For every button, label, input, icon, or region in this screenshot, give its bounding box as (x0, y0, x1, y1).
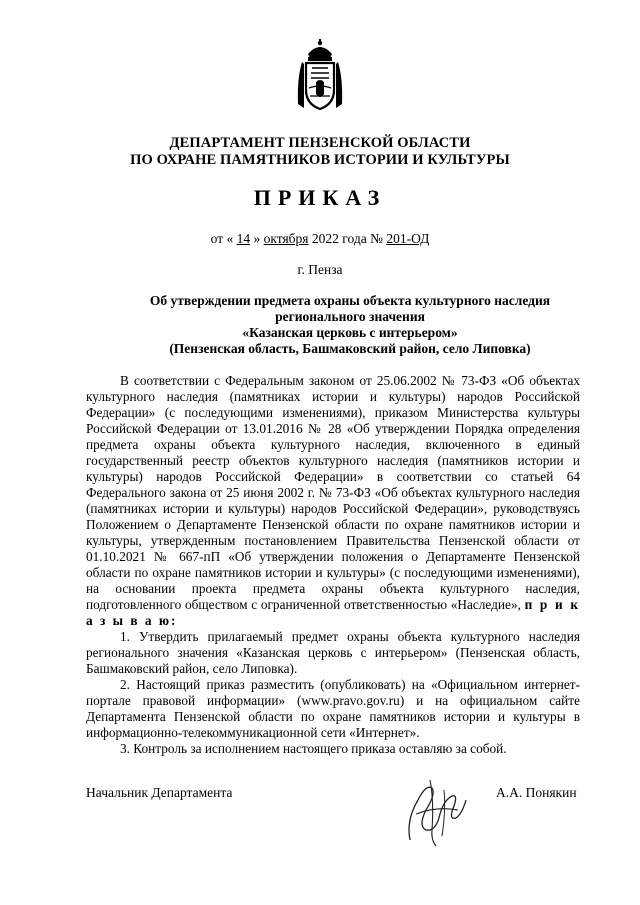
order-item-1: 1. Утвердить прилагаемый предмет охраны объекта культурного наследия регионального значения «Казанская церковь с интерьером» (Пензенская область, Башмаковский район, село Липовка). (86, 629, 580, 676)
order-subject (70, 293, 630, 357)
handwritten-signature (396, 770, 476, 850)
preamble-paragraph (86, 373, 580, 629)
order-number: 201-ОД (386, 231, 430, 246)
subject-line: «Казанская церковь с интерьером» (242, 325, 458, 340)
order-city: г. Пенза (297, 262, 343, 277)
signatory-position: Начальник Департамента (86, 785, 233, 800)
organization-name-line2: ПО ОХРАНЕ ПАМЯТНИКОВ ИСТОРИИ И КУЛЬТУРЫ (130, 152, 510, 168)
order-date-number (0, 231, 640, 247)
order-body (86, 373, 580, 757)
order-day: 14 (236, 231, 251, 246)
subject-line: (Пензенская область, Башмаковский район, село Липовка) (169, 341, 531, 356)
coat-of-arms-icon (294, 38, 346, 112)
document-title: ПРИКАЗ (253, 185, 387, 210)
order-month: октября (263, 231, 309, 246)
order-year: 2022 года № (311, 231, 383, 246)
order-word: п р и к а з ы в а ю: (86, 597, 580, 628)
organization-name-line1: ДЕПАРТАМЕНТ ПЕНЗЕНСКОЙ ОБЛАСТИ (169, 135, 471, 151)
preamble-text: В соответствии с Федеральным законом от 25.06.2002 № 73-ФЗ «Об объектах культурного наследия (памятниках истории и культуры) народов Российской Федерации» (с последующими изменениями), приказом Министерства культуры Российской Федерации от 13.01.2016 № 28 «Об утверждении Порядка определения предмета охраны объекта культурного наследия, включенного в единый государственный реестр объектов культурного наследия (памятников истории и культуры) народов Российской Федерации» в соответствии со статьей 64 Федерального закона от 25 июня 2002 г. № 73-ФЗ «Об объектах культурного наследия (памятниках истории и культуры) народов Российской Федерации», руководствуясь Положением о Департаменте Пензенской области по охране памятников истории и культуры, утвержденным постановлением Правительства Пензенской области от 01.10.2021 № 667-пП «Об утверждении положения о Департаменте Пензенской области по охране памятников истории и культуры» (с последующими изменениями), на основании проекта предмета охраны объекта культурного наследия, подготовленного обществом с ограниченной ответственностью «Наследие», (86, 373, 580, 612)
order-date-mid: » (253, 231, 261, 246)
signatory-name: А.А. Понякин (496, 785, 577, 800)
order-item-2: 2. Настоящий приказ разместить (опубликовать) на «Официальном интернет-портале правовой информации» (www.pravo.gov.ru) и на официальном сайте Департамента Пензенской области по охране памятников истории и культуры в информационно-телекоммуникационной сети «Интернет». (86, 677, 580, 740)
subject-line: Об утверждении предмета охраны объекта культурного наследия (149, 293, 551, 308)
subject-line: регионального значения (275, 309, 425, 324)
order-item-3: 3. Контроль за исполнением настоящего приказа оставляю за собой. (120, 741, 507, 756)
order-date-prefix: от « (210, 231, 234, 246)
